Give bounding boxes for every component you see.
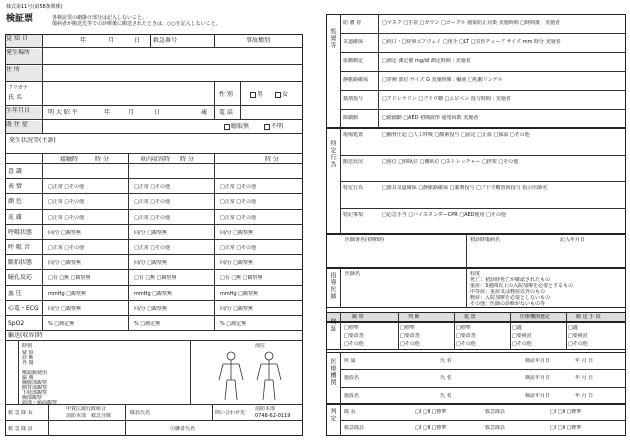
sex-male[interactable]: 男 [250, 91, 263, 98]
proc-divider [340, 71, 626, 72]
body-list-item: 頭部・顔面観察 [22, 400, 58, 406]
vitals-value[interactable]: □正常 □その他 [220, 214, 257, 221]
body-time-head: 時刻 [22, 343, 33, 349]
sign-right-label: 救急隊員 [485, 409, 506, 415]
footer-members: 隊員氏名 [130, 410, 151, 416]
severity-vertical-label: 指導医師 [329, 272, 336, 300]
vitals-value[interactable]: 回/分 □観察無 [48, 260, 81, 267]
vitals-col1: 接触時 [60, 156, 79, 163]
vitals-value[interactable]: □正常 □その他 [48, 199, 85, 206]
vitals-value[interactable]: 回/分 □観察無 [48, 305, 81, 312]
proc-text[interactable]: □経口・□経鼻エアウェイ □用手 □LT □気管チューブ サイズ mm 時分 実施者 [382, 39, 561, 45]
address-row [5, 65, 303, 82]
bottom-date[interactable]: 年 月 日 [575, 358, 594, 364]
vitals-col2-time: 時 分 [180, 156, 194, 163]
body-list-item: 下肢部観察 [22, 390, 48, 396]
vitals-value[interactable]: 回/分 □観察無 [134, 229, 167, 236]
age-unit: 歳 [201, 109, 208, 116]
proc-text[interactable]: □測定 測定値 mg/dl 測定時間 : 実施者 [382, 58, 471, 64]
vitals-label: 呼 吸 音 [8, 244, 30, 251]
eval-cell[interactable]: □標準 [344, 325, 359, 331]
vitals-value[interactable]: □正常 □その他 [134, 214, 171, 221]
doctor-sign-label: 医師署名(初療時) [345, 237, 384, 243]
body-list-item: 脇 腹 [22, 375, 34, 381]
bottom-date[interactable]: 年 月 日 [575, 375, 594, 382]
bottom-vertical-label: 医療機関 [329, 358, 336, 386]
eval-cell[interactable]: □要検討 [568, 333, 588, 339]
vitals-value[interactable]: 回/分 □観察無 [220, 260, 253, 267]
footer-receiver: 引継者氏名 [170, 426, 196, 432]
procedures-vertical-label: 処置等 [329, 28, 336, 49]
bottom-date-label: 検証年月日 [525, 358, 551, 364]
mid-divider [340, 155, 626, 156]
sex-female[interactable]: 女 [275, 91, 288, 98]
header-note-1: 各検証票の網掛け部分は記入しないこと。 [52, 15, 148, 21]
bottom-name: 氏 名 [440, 358, 452, 364]
vitals-value[interactable]: □有 □無 □観察無 [220, 275, 263, 282]
name-label: 氏 名 [8, 94, 22, 101]
eval-head-cell: 処 置 [464, 314, 476, 320]
date-label: 覚 知 日 [6, 35, 42, 47]
footer-phone: 0748-62-0119 [255, 413, 291, 419]
body-part-head: 部位 [255, 343, 266, 349]
eval-cell[interactable]: □適 [512, 325, 522, 331]
eval-head-cell: 搬 送 手 段 [576, 314, 601, 320]
sign-label: 隊 長 [344, 409, 356, 415]
vitals-value[interactable]: □有 □無 □観察無 [48, 275, 91, 282]
eval-cell[interactable]: □その他 [344, 341, 364, 347]
proc-divider [340, 52, 626, 53]
proc-text[interactable]: □穿刺 部位 サイズ G 実施時間 : 輸液 □乳酸リンゲル [382, 77, 503, 83]
bottom-name: 氏 名 [440, 392, 452, 399]
sign-options[interactable]: □Ⅰ □Ⅱ □標準 [415, 425, 447, 431]
eval-cell[interactable]: □標準 [456, 325, 471, 331]
footer-hq: 消防本部 [255, 406, 276, 412]
vitals-value[interactable]: mmHg □観察無 [220, 290, 258, 297]
eval-cell[interactable]: □その他 [568, 341, 588, 347]
bottom-label: 施設名 [344, 375, 360, 382]
severity-item[interactable]: その他：医師の診断がないもの等 [470, 301, 546, 307]
place-row [5, 48, 303, 65]
eval-cell[interactable]: □要改善 [344, 333, 364, 339]
vitals-label: 脈拍状態 [8, 259, 33, 267]
dob-day[interactable]: 日 [154, 109, 161, 116]
vitals-label: 意 識 [8, 168, 22, 175]
extra-label: 輸送(収容)時 [8, 332, 43, 339]
diagnosis-label: 初診時傷病名 [470, 237, 501, 243]
body-list-item: 喉頭鏡使用 [22, 370, 48, 376]
bottom-label: 施設名 [344, 392, 360, 399]
proc-divider [340, 109, 626, 110]
bottom-date-label: 検証年月日 [525, 392, 551, 399]
proc-label: 薬剤投与 [343, 96, 364, 102]
proc-label: 静脈路確保 [343, 77, 369, 83]
eval-cell[interactable]: □要改善 [456, 333, 476, 339]
vitals-value[interactable]: 回/分 □観察無 [48, 229, 81, 236]
date-month[interactable]: 月 [108, 37, 115, 44]
bottom-label: 所 属 [344, 358, 356, 364]
footer-contact: 問い合わせ先 [215, 410, 246, 416]
vitals-value[interactable]: 回/分 □観察無 [134, 305, 167, 312]
proc-label: 防 護 着 [343, 20, 362, 26]
dob-month[interactable]: 月 [128, 109, 135, 116]
footer-leader: 救 急 隊 長 [8, 410, 33, 416]
place-label: 発生場所 [6, 49, 42, 64]
vitals-col3-time: 時 分 [265, 156, 279, 163]
era-options[interactable]: 明 大 昭 平 [48, 109, 78, 116]
furigana-label: フリガナ [8, 85, 28, 91]
severity-title: 程度 [470, 271, 481, 277]
footer-members-label: 救 急 隊 員 [8, 426, 33, 432]
footer-org: 甲賀広域行政組合 [66, 406, 107, 412]
extra-row [5, 331, 303, 341]
sign-options[interactable]: □Ⅰ □Ⅱ □標準 [415, 409, 447, 415]
vitals-value[interactable]: 回/分 □観察無 [220, 229, 253, 236]
address-label: 住 所 [6, 66, 42, 81]
body-figure-icon[interactable] [205, 350, 295, 402]
proc-text[interactable]: □除細動 □AED 初期波形 通電回数 実施者 [382, 115, 479, 121]
proc-divider [340, 33, 626, 34]
eval-vertical-label: 検証 [329, 318, 336, 332]
mid-label: 搬送状況 [343, 158, 364, 165]
vitals-value[interactable]: □正常 □その他 [48, 184, 85, 191]
sign-right-options[interactable]: □Ⅰ □Ⅱ □標準 [550, 425, 582, 431]
eval-cell[interactable]: □標準 [400, 325, 415, 331]
form-number: 様式第11号(第58条関係) [6, 4, 63, 10]
vitals-label: 表 情 [8, 183, 22, 191]
header-note-2: 傷病者が搬送先等での診療後に搬送されたときは、○○を記入しないこと。 [52, 21, 221, 27]
bottom-date-label: 検証年月日 [525, 375, 551, 382]
footer-dept: 消防本部 救急分隊 [66, 413, 112, 419]
vitals-label: 顔 色 [8, 198, 22, 206]
vitals-value[interactable]: □正常 □その他 [220, 199, 257, 206]
eval-cell[interactable]: □適 [568, 325, 578, 331]
severity-item[interactable]: 重症：3週間以上の入院加療を必要とするもの [470, 283, 574, 289]
vitals-value[interactable]: □正常 □その他 [220, 245, 257, 251]
severity-item[interactable]: 中等症：重症又は軽症以外のもの [470, 289, 546, 295]
entry-date-label: 記入年月日 [560, 237, 586, 243]
eval-head-cell: 判 断 [408, 314, 420, 320]
body-list-item: 疑 似 [22, 350, 34, 356]
history-none[interactable]: 聴取無 [224, 123, 249, 130]
bottom-divider [340, 369, 626, 370]
eval-head-cell: 観 察 [352, 314, 364, 320]
history-label: 既 往 症 [6, 121, 42, 133]
body-list-item: 診 断 [22, 355, 34, 361]
vitals-value[interactable]: □正常 □その他 [134, 184, 171, 191]
proc-text[interactable]: □マスク □手袋 □ガウン □ゴーグル 感染防止対策 実施時間 □時間後 実施者 [382, 20, 561, 26]
proc-label: 除細動 [343, 115, 359, 121]
mid-vertical-label: 特定行為 [329, 140, 336, 168]
body-list-item: 胸部観察 [22, 395, 43, 401]
mid-text[interactable]: □応急手当 □バイスタンダーCPR □AED使用 □その他 [382, 211, 506, 218]
situation-label: 発生状況等(主訴) [9, 137, 56, 144]
vitals-value[interactable]: □正常 □その他 [48, 214, 85, 221]
mid-label: 特定行為 [343, 185, 364, 191]
mid-text[interactable]: □座位 □仰臥位 □側臥位 □ストレッチャー □担架 □その他 [382, 158, 519, 165]
sign-label: 救急隊員 [344, 425, 365, 431]
vitals-value[interactable]: % □測定無 [48, 321, 75, 327]
severity-item[interactable]: 死亡：初診時死亡が確認されたもの [470, 277, 551, 283]
bottom-date[interactable]: 年 月 日 [575, 392, 594, 399]
case-label: 事故種別 [246, 37, 271, 44]
history-row [5, 120, 303, 134]
dob-label: 生年月日 [6, 107, 42, 119]
vitals-value[interactable]: □正常 □その他 [48, 245, 85, 251]
vitals-label: 皮 膚 [8, 213, 22, 221]
vitals-label: 瞳孔反応 [8, 274, 33, 282]
vehicle-label: 救急番号 [153, 37, 178, 44]
vitals-label: 血 圧 [8, 289, 22, 297]
sign-divider [340, 420, 626, 421]
mid-divider [340, 181, 626, 182]
phone-label: 電 話 [219, 109, 233, 116]
severity-item[interactable]: 軽症：入院加療を必要としないもの [470, 295, 551, 301]
vitals-value[interactable]: □正常 □その他 [134, 199, 171, 206]
date-day[interactable]: 日 [134, 37, 141, 44]
page-title: 検証票 [6, 14, 34, 24]
doctor-name-label: 医師名 [345, 271, 361, 277]
bottom-divider [340, 387, 626, 388]
sign-vertical-label: 判定 [329, 408, 336, 422]
vitals-label: SpO2 [8, 320, 25, 327]
vitals-value[interactable]: 回/分 □観察無 [220, 305, 253, 312]
eval-cell[interactable]: □その他 [400, 341, 420, 347]
proc-text[interactable]: □アドレナリン □ブドウ糖 □エピペン 投与時間 : 実施者 [382, 96, 511, 102]
vitals-value[interactable]: □有 □無 □観察無 [134, 275, 177, 282]
vitals-label: 呼吸状態 [8, 228, 33, 236]
sex-label: 性 別 [219, 91, 233, 98]
date-year[interactable]: 年 [80, 37, 87, 44]
vitals-value[interactable]: mmHg □観察無 [48, 290, 86, 297]
sign-right-options[interactable]: □Ⅰ □Ⅱ □標準 [550, 409, 582, 415]
history-unknown[interactable]: 不明 [264, 123, 283, 130]
vitals-value[interactable]: % □測定無 [220, 321, 247, 327]
bottom-name: 氏 名 [440, 375, 452, 382]
vitals-row [5, 164, 303, 179]
eval-cell[interactable]: □要改善 [400, 333, 420, 339]
vitals-col1-time: 時 分 [95, 156, 109, 163]
vitals-value[interactable]: mmHg □観察無 [134, 290, 172, 297]
vitals-value[interactable]: □正常 □その他 [220, 184, 257, 191]
eval-cell[interactable]: □その他 [456, 341, 476, 347]
body-list-item: 胸腹部観察 [22, 380, 48, 386]
body-list-item: 外 傷 [22, 360, 34, 366]
proc-label: 気道確保 [343, 39, 364, 45]
mid-label: 現場処置 [343, 132, 364, 138]
mid-label: 特記事項 [343, 211, 364, 218]
dob-year[interactable]: 年 [104, 109, 111, 116]
eval-cell[interactable]: □要検討 [512, 333, 532, 339]
vitals-label: 心電・ECG [8, 304, 39, 312]
mid-text[interactable]: □器具気道確保 □静脈路確保 □薬剤投与 □ブドウ糖溶液投与 指示医師名 [382, 185, 548, 191]
eval-head-cell: 医療機関選定 [520, 314, 551, 320]
vitals-value[interactable]: % □測定無 [134, 321, 161, 327]
sign-right-label: 救急隊員 [485, 425, 506, 431]
vitals-col2: 車内収容時 [140, 156, 171, 163]
proc-divider [340, 90, 626, 91]
mid-divider [340, 208, 626, 209]
vitals-value[interactable]: □正常 □その他 [134, 245, 171, 251]
body-list-item: 側背部観察 [22, 385, 48, 391]
proc-label: 血糖測定 [343, 58, 364, 64]
eval-cell[interactable]: □その他 [512, 341, 532, 347]
mid-text[interactable]: □胸骨圧迫 □人工呼吸 □酸素投与 □固定 □止血 □保温 □その他 [382, 132, 530, 138]
vitals-value[interactable]: 回/分 □観察無 [134, 260, 167, 267]
